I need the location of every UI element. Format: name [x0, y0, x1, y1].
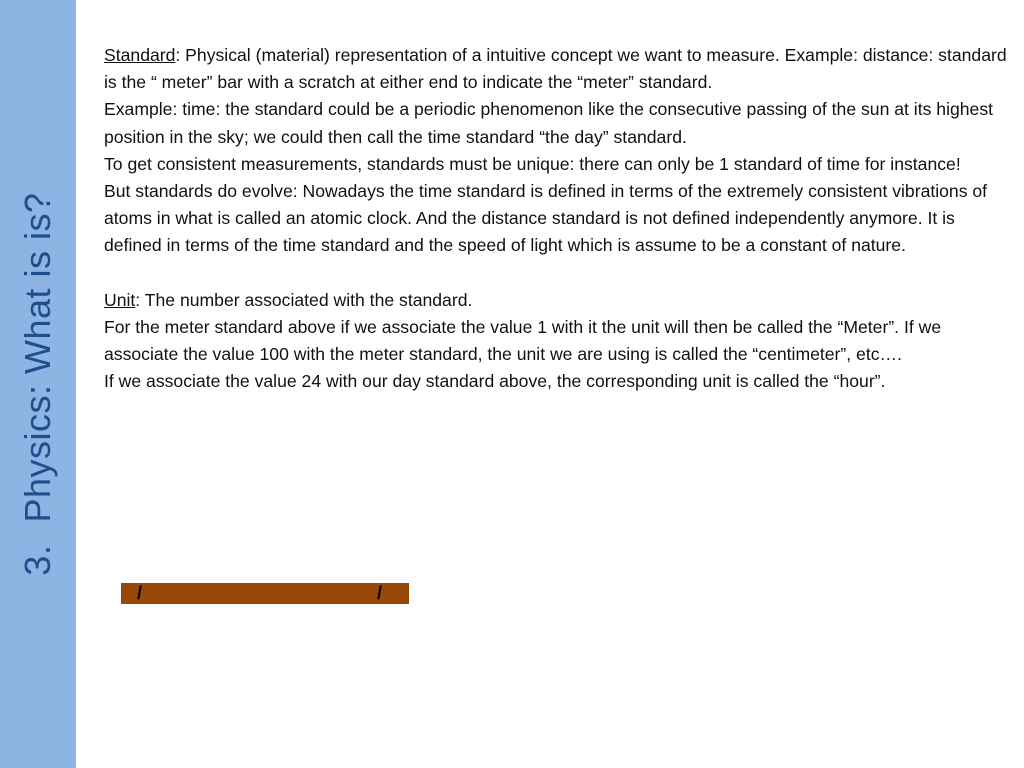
time-example-paragraph: Example: time: the standard could be a periodic phenomenon like the consecutive passing of the sun at its highest position in the sky; we could then call the time standard “the day” standard.	[104, 99, 994, 147]
hour-unit-paragraph: If we associate the value 24 with our day standard above, the corresponding unit is called the “hour”.	[104, 371, 886, 392]
evolve-paragraph: But standards do evolve: Nowadays the time standard is defined in terms of the extremely consistent vibrations of atoms in what is called an atomic clock. And the distance standard is not defined independently anymore. It is defined in terms of the time standard and the speed of light which is assume to be a constant of nature.	[104, 181, 988, 256]
left-scratch-mark: /	[137, 583, 143, 603]
standard-term: Standard	[104, 45, 176, 65]
unit-paragraph	[104, 287, 1009, 314]
standard-paragraph	[104, 42, 1009, 96]
unit-definition: : The number associated with the standard.	[135, 289, 473, 310]
sidebar	[0, 0, 76, 768]
right-scratch-mark: /	[377, 583, 383, 603]
consistency-paragraph: To get consistent measurements, standards must be unique: there can only be 1 standard of time for instance!	[104, 153, 961, 174]
meter-bar-illustration	[121, 583, 409, 604]
paragraph-spacer	[104, 260, 1009, 287]
slide-title	[17, 192, 59, 575]
section-number: 3.	[17, 544, 58, 576]
unit-term: Unit	[104, 289, 136, 310]
standard-definition: : Physical (material) representation of a intuitive concept we want to measure. Example: distance: standard is the “ meter” bar with a scratch at either end to indicate the “meter” standard.	[104, 45, 1007, 93]
body-text	[104, 42, 1009, 396]
section-title: Physics: What is is?	[17, 192, 58, 523]
meter-unit-paragraph: For the meter standard above if we associate the value 1 with it the unit will then be called the “Meter”. If we associate the value 100 with the meter standard, the unit we are using is called the “centimeter”, etc….	[104, 317, 942, 365]
